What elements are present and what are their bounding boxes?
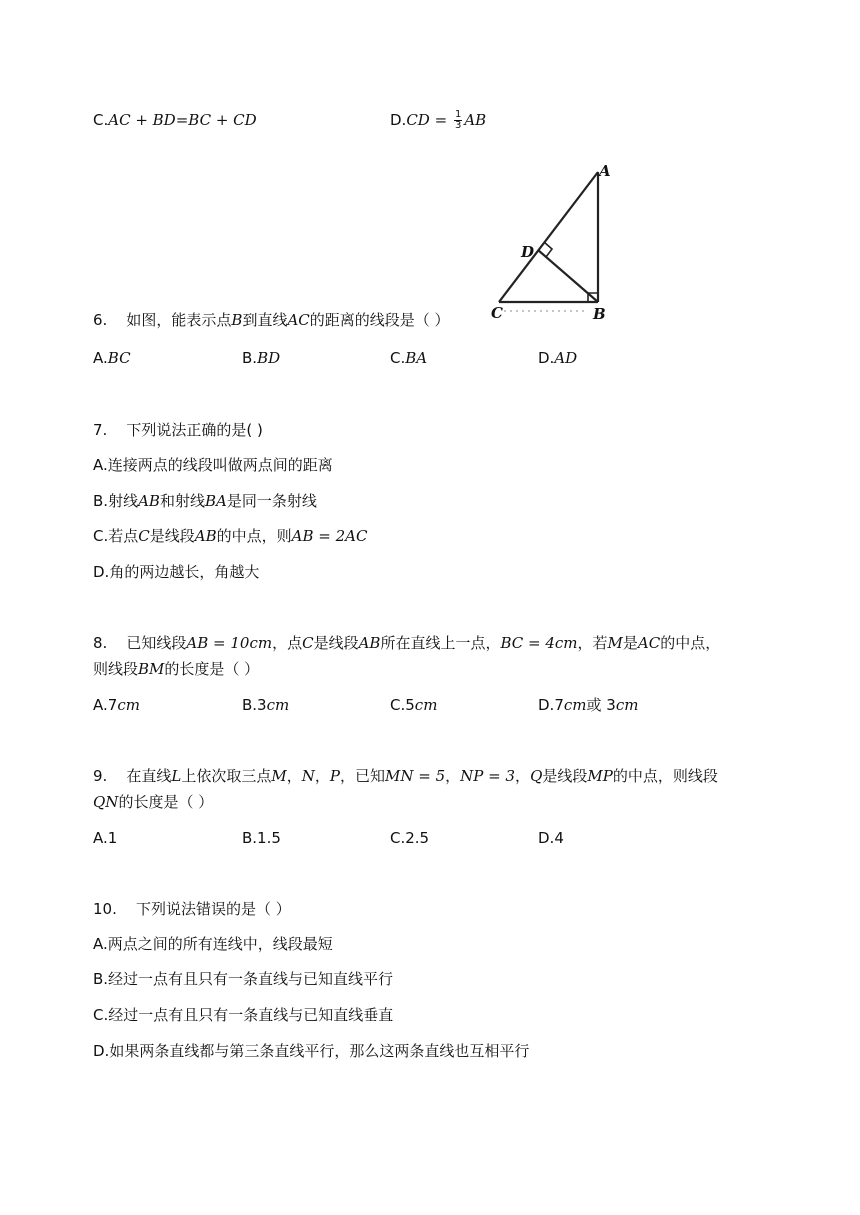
option-text: BC (107, 349, 131, 367)
stem-text: 如图，能表示点 (126, 311, 232, 329)
option-label: C.5 (390, 696, 415, 714)
fraction (454, 110, 462, 131)
option-label: B.3 (242, 696, 267, 714)
q9-option-a: A.1 (93, 829, 118, 847)
stem-text: ， (286, 767, 302, 785)
q9-stem-line1 (93, 766, 718, 786)
q6-option-a (93, 348, 131, 368)
math-expr: BA (204, 492, 227, 510)
math-expr: AB (194, 527, 217, 545)
stem-text: 下列说法正确的是( ) (126, 421, 263, 439)
stem-text: ，若 (577, 634, 608, 652)
math-expr: AB (138, 492, 160, 510)
option-text: 角的两边越长，角越大 (109, 563, 260, 581)
option-unit: cm (414, 696, 438, 714)
stem-text: ，点 (272, 634, 303, 652)
math-expr: C (138, 527, 150, 545)
option-unit: cm (563, 696, 587, 714)
option-text: 射线 (108, 492, 139, 510)
math-expr: C (302, 634, 314, 652)
stem-text: ，已知 (340, 767, 386, 785)
math-expr: L (171, 767, 182, 785)
q10-option-b: B.经过一点有且只有一条直线与已知直线平行 (93, 970, 394, 988)
stem-text: 是线段 (313, 634, 359, 652)
option-label: C. (390, 349, 406, 367)
q8-option-a (93, 695, 140, 715)
math-expr: Q (530, 767, 543, 785)
q7-option-a (93, 455, 333, 475)
option-text: 是同一条射线 (226, 492, 317, 510)
stem-text: 的长度是（ ） (164, 660, 260, 678)
option-text: 或 3 (586, 696, 616, 714)
stem-text: ， (314, 767, 330, 785)
fraction-numerator: 1 (454, 109, 462, 120)
q8-stem-line2 (93, 659, 259, 679)
math-expr: M (607, 634, 623, 652)
q8-option-b (242, 695, 289, 715)
question-number: 10. (93, 900, 117, 918)
question-number: 6. (93, 311, 108, 329)
math-expr: M (271, 767, 287, 785)
math-expr: NP = 3 (460, 767, 516, 785)
option-text: 的中点，则 (216, 527, 292, 545)
stem-text: ， (445, 767, 461, 785)
q8-stem-line1 (93, 633, 720, 653)
segment-bd (538, 250, 598, 302)
q7-stem (93, 420, 263, 440)
stem-text: ， (515, 767, 531, 785)
q9-option-c: C.2.5 (390, 829, 430, 847)
stem-text: 上依次取三点 (181, 767, 272, 785)
option-label: A. (93, 349, 108, 367)
option-label: B. (242, 349, 258, 367)
stem-text: 的长度是（ ） (118, 793, 214, 811)
option-text: 若点 (108, 527, 139, 545)
math-expr: BM (138, 660, 165, 678)
stem-text: 已知线段 (126, 634, 187, 652)
math-expr: AB (358, 634, 381, 652)
q10-stem (93, 899, 291, 919)
option-text: 连接两点的线段叫做两点间的距离 (107, 456, 333, 474)
stem-text: 在直线 (126, 767, 172, 785)
math-expr: AC (637, 634, 661, 652)
stem-text: 到直线 (242, 311, 288, 329)
option-text: 和射线 (159, 492, 205, 510)
segment-ac (499, 172, 598, 302)
stem-text: 下列说法错误的是（ ） (135, 900, 291, 918)
q6-stem (93, 310, 450, 330)
stem-text: 的距离的线段是（ ） (309, 311, 450, 329)
math-expr: CD = (406, 111, 452, 129)
q6-option-c (390, 348, 427, 368)
stem-text: 则线段 (93, 660, 139, 678)
fraction-denominator: 3 (454, 120, 462, 131)
q9-option-d: D.4 (538, 829, 564, 847)
option-unit: cm (117, 696, 140, 714)
option-label: D. (390, 111, 407, 129)
q9-stem-line2 (93, 792, 213, 812)
stem-text: 的中点， (660, 634, 721, 652)
option-label: C. (93, 527, 109, 545)
point-label-b: B (593, 305, 606, 323)
math-expr: MN = 5 (385, 767, 446, 785)
question-number: 9. (93, 767, 108, 785)
option-unit: cm (615, 696, 639, 714)
q7-option-d (93, 562, 259, 582)
question-number: 8. (93, 634, 108, 652)
option-label: D.7 (538, 696, 564, 714)
math-expr: QN (93, 793, 119, 811)
option-label: A. (93, 456, 108, 474)
math-expr: P (329, 767, 340, 785)
q5-option-d (390, 110, 486, 131)
option-label: D. (93, 563, 110, 581)
math-expr: B (231, 311, 243, 329)
option-label: B. (93, 492, 109, 510)
q9-option-b: B.1.5 (242, 829, 281, 847)
math-expr: BC = 4cm (500, 634, 578, 652)
option-text: 是线段 (149, 527, 195, 545)
math-expr: MP (587, 767, 613, 785)
option-label: C. (93, 111, 109, 129)
q10-option-c: C.经过一点有且只有一条直线与已知直线垂直 (93, 1006, 394, 1024)
option-label: A.7 (93, 696, 118, 714)
stem-text: 的中点，则线段 (612, 767, 718, 785)
triangle-figure (488, 158, 618, 324)
point-label-a: A (599, 162, 611, 180)
math-expr: AB (464, 111, 487, 129)
option-label: D. (538, 349, 555, 367)
q10-option-a: A.两点之间的所有连线中，线段最短 (93, 935, 333, 953)
option-text: AD (554, 349, 578, 367)
math-expr: N (301, 767, 315, 785)
math-expr: AB = 2AC (291, 527, 368, 545)
math-expr: AC + BD=BC + CD (108, 111, 257, 129)
point-label-d: D (521, 243, 535, 261)
q10-option-d: D.如果两条直线都与第三条直线平行，那么这两条直线也互相平行 (93, 1042, 530, 1060)
stem-text: 是 (622, 634, 638, 652)
option-text: BD (257, 349, 281, 367)
q6-option-b (242, 348, 280, 368)
q8-option-c (390, 695, 437, 715)
stem-text: 所在直线上一点， (380, 634, 501, 652)
math-expr: AC (287, 311, 310, 329)
q8-option-d (538, 695, 638, 715)
option-unit: cm (266, 696, 290, 714)
stem-text: 是线段 (542, 767, 588, 785)
point-label-c: C (491, 304, 503, 322)
q7-option-c (93, 526, 367, 546)
q6-option-d (538, 348, 577, 368)
question-number: 7. (93, 421, 108, 439)
option-text: BA (405, 349, 428, 367)
q7-option-b (93, 491, 317, 511)
math-expr: AB = 10cm (186, 634, 273, 652)
q5-option-c (93, 110, 257, 130)
